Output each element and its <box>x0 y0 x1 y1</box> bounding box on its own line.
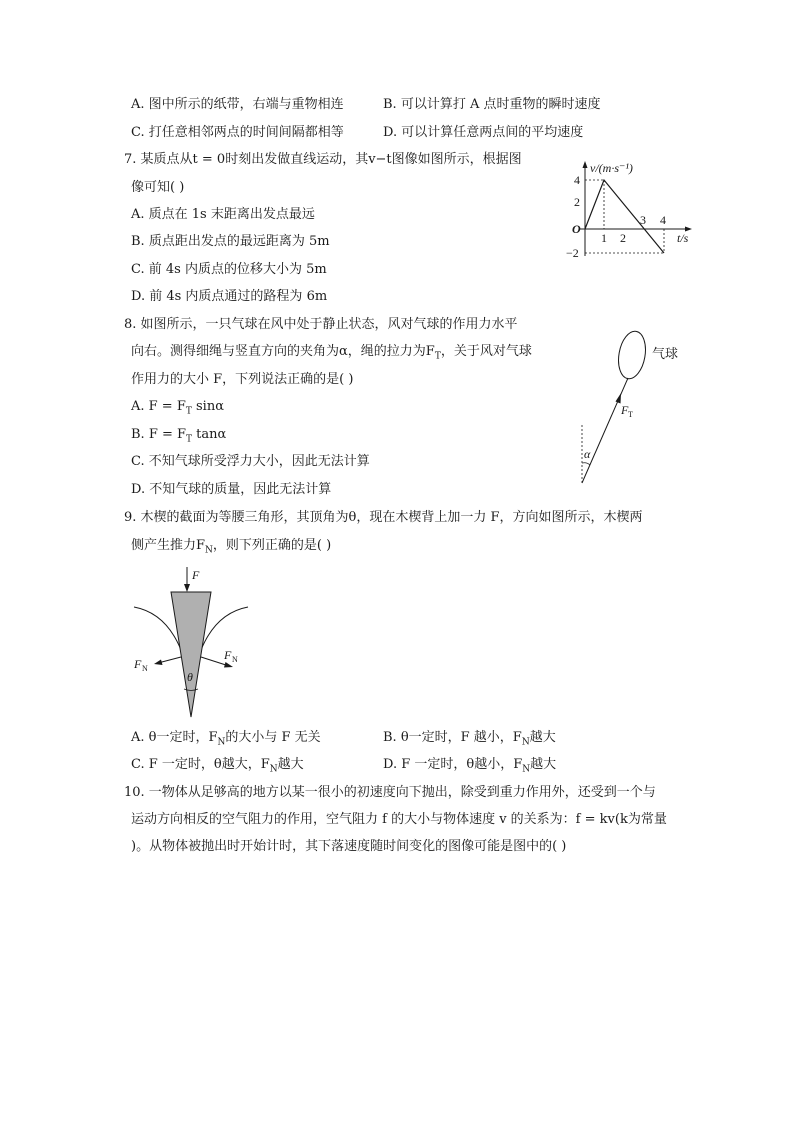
wedge-angle-label: θ <box>187 670 193 684</box>
q7-graph-xtick-3: 3 <box>640 213 646 227</box>
wedge-shape <box>171 592 211 717</box>
wedge-left-force-label: F <box>134 657 142 671</box>
q7-graph-ytick-2: 2 <box>574 195 580 209</box>
q8-option-d: D. 不知气球的质量，因此无法计算 <box>131 482 332 497</box>
wedge-right-force-sub: N <box>232 655 238 664</box>
q8-option-b: B. $F = F_T$ tanα <box>131 427 227 445</box>
q10-stem-line1: 10. 一物体从足够高的地方以某一很小的初速度向下抛出，除受到重力作用外，还受到一个与 <box>124 785 656 800</box>
balloon-label: 气球 <box>652 346 679 361</box>
q6-option-b: B. 可以计算打 A 点时重物的瞬时速度 <box>383 97 601 112</box>
balloon-string <box>582 378 628 483</box>
balloon-shape <box>615 329 649 381</box>
tension-sub: T <box>628 410 633 419</box>
q7-graph-ytick-4: 4 <box>574 173 580 187</box>
q7-stem-line1: 7. 某质点从t = 0时刻出发做直线运动，其v−t图像如图所示，根据图 <box>124 152 522 167</box>
q8-stem-line3: 作用力的大小 F，下列说法正确的是( ) <box>131 372 354 387</box>
q9-stem-line1: 9. 木楔的截面为等腰三角形，其顶角为θ，现在木楔背上加一力 F，方向如图所示，木楔两 <box>124 510 643 525</box>
q8-option-c: C. 不知气球所受浮力大小，因此无法计算 <box>131 454 370 469</box>
wedge-right-force-label: F <box>224 648 232 662</box>
q6-option-a: A. 图中所示的纸带，右端与重物相连 <box>131 97 344 112</box>
q10-stem-line2: 运动方向相反的空气阻力的作用，空气阻力 f 的大小与物体速度 v 的关系为：f = kv(k为常量 <box>131 812 667 827</box>
tension-label: F <box>621 403 629 417</box>
q9-option-a: A. θ一定时，$F_N$的大小与 F 无关 <box>131 730 321 748</box>
q7-graph-xtick-1: 1 <box>601 231 607 245</box>
angle-alpha-label: α <box>584 447 591 461</box>
q9-option-c: C. F 一定时，θ越大，$F_N$越大 <box>131 757 304 775</box>
q7-graph-y-label: v/(m·s⁻¹) <box>590 161 633 175</box>
q9-stem-line2: 侧产生推力$F_N$，则下列正确的是( ) <box>131 538 332 556</box>
q8-option-a: A. $F = F_T$ sinα <box>131 399 224 417</box>
q7-graph-xtick-2: 2 <box>620 231 626 245</box>
q9-wedge-figure <box>126 565 256 720</box>
wedge-force-label: F <box>192 568 200 582</box>
q8-stem-line1: 8. 如图所示，一只气球在风中处于静止状态，风对气球的作用力水平 <box>124 317 518 332</box>
q7-graph-origin: O <box>572 222 581 236</box>
wedge-left-force-sub: N <box>142 664 148 673</box>
q7-option-a: A. 质点在 1s 末距离出发点最远 <box>131 207 315 222</box>
q10-stem-line3: )。从物体被抛出时开始计时，其下落速度随时间变化的图像可能是图中的( ) <box>131 839 567 854</box>
q8-stem-line2: 向右。测得细绳与竖直方向的夹角为α，绳的拉力为$F_T$，关于风对气球 <box>131 344 532 362</box>
q7-option-c: C. 前 4s 内质点的位移大小为 5m <box>131 262 327 277</box>
q6-option-c: C. 打任意相邻两点的时间间隔都相等 <box>131 125 344 140</box>
q7-stem-line2: 像可知( ) <box>131 180 185 195</box>
q7-option-d: D. 前 4s 内质点通过的路程为 6m <box>131 289 328 304</box>
q9-option-d: D. F 一定时，θ越小，$F_N$越大 <box>383 757 557 775</box>
q7-option-b: B. 质点距出发点的最远距离为 5m <box>131 234 330 249</box>
q7-vt-graph <box>563 158 693 268</box>
q8-balloon-figure <box>568 325 678 485</box>
q7-graph-x-label: t/s <box>677 231 689 245</box>
q7-graph-xtick-4: 4 <box>660 213 666 227</box>
q9-option-b: B. θ一定时，F 越小，$F_N$越大 <box>383 730 556 748</box>
q7-graph-ytick-neg2: −2 <box>566 246 579 260</box>
q6-option-d: D. 可以计算任意两点间的平均速度 <box>383 125 584 140</box>
